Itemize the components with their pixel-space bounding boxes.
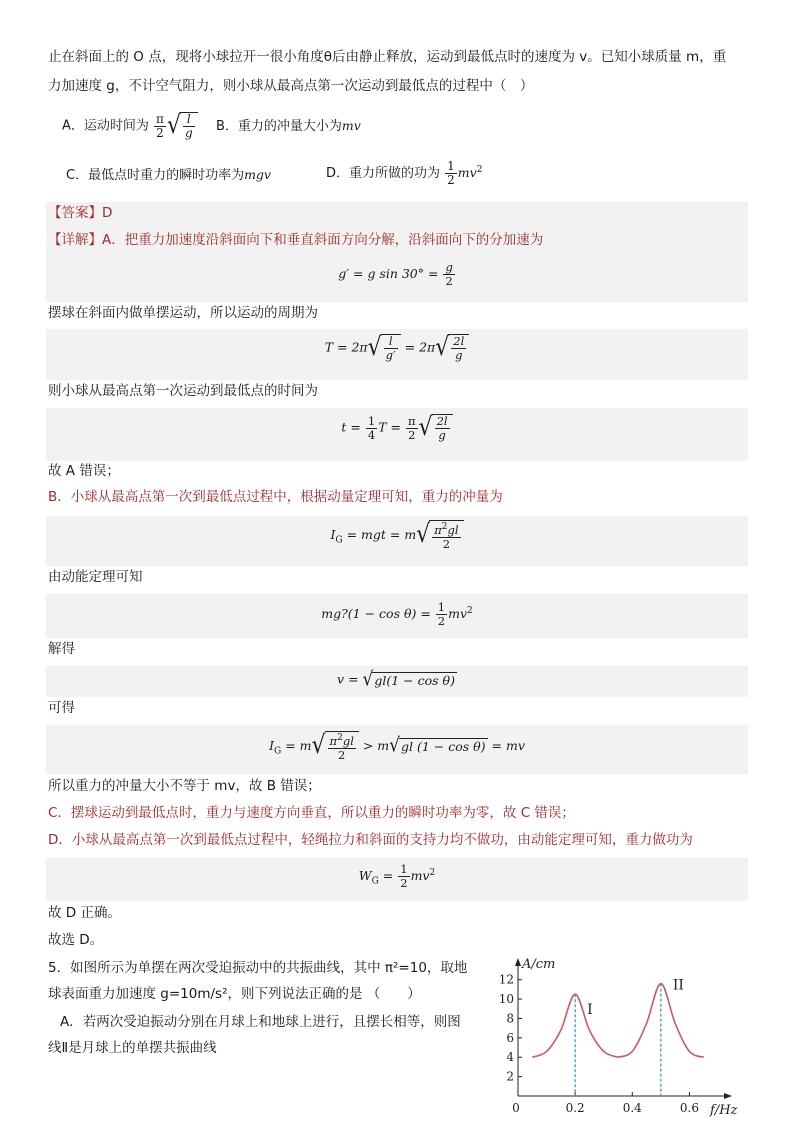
x-tick-label: 0.6 <box>679 1101 699 1115</box>
x-tick-label: 0 <box>512 1101 520 1115</box>
x-axis-arrow <box>724 1093 732 1099</box>
y-tick-label: 10 <box>498 992 514 1007</box>
intro-line-1: 止在斜面上的 O 点，现将小球拉开一很小角度θ后由静止释放，运动到最低点时的速度为 v。已知小球质量 m，重 <box>48 49 727 65</box>
choice-d: D．重力所做的功为 $\frac{1}{2}$ $mv^2$ <box>326 159 483 188</box>
text-a-wrong: 故 A 错误； <box>48 463 120 479</box>
choice-c-expr: mgv <box>244 167 271 182</box>
choice-b-label: B．重力的冲量大小为 <box>216 119 342 134</box>
formula-velocity: v = √gl(1 − cos θ) <box>337 668 455 692</box>
x-tick-label: 0.4 <box>622 1101 642 1115</box>
y-tick-label: 6 <box>506 1030 514 1045</box>
q5-option-a-line-2: 线Ⅱ是月球上的单摆共振曲线 <box>48 1040 217 1056</box>
q5-line-1: 5．如图所示为单摆在两次受迫振动中的共振曲线，其中 π²=10，取地 <box>48 960 468 976</box>
formula-compare: $I_G = m√$ $\frac{\pi^2gl}{2}$ > m√gl (1 − cos θ) = mv <box>269 731 525 762</box>
formula-work: $W_G$ = $\frac{1}{2}$ $mv^2$ <box>358 862 436 890</box>
curve-label-2: II <box>672 977 684 994</box>
y-tick-label: 2 <box>506 1069 514 1084</box>
text-b-wrong: 所以重力的冲量大小不等于 mv，故 B 错误； <box>48 778 321 794</box>
text-choose: 故选 D。 <box>48 932 104 948</box>
y-tick-label: 12 <box>498 972 514 987</box>
formula-g-prime: g′ = g sin 30° = $\frac{g}{2}$ <box>338 260 453 288</box>
choice-a-fraction: $\frac{\pi}{2}$ <box>156 111 164 140</box>
sqrt-sign: √ <box>166 111 181 140</box>
detail-label: 【详解】 <box>48 232 102 248</box>
answer-label: 【答案】D <box>48 205 113 221</box>
y-tick-label: 8 <box>506 1011 514 1026</box>
text-energy: 由动能定理可知 <box>48 569 143 585</box>
formula-energy: mg?(1 − cos θ) = $\frac{1}{2}$ $mv^2$ <box>321 600 473 628</box>
y-axis-arrow <box>515 958 521 966</box>
formula-impulse: $I_G$ = mgt = m√ $\frac{\pi^2gl}{2}$ <box>46 520 748 551</box>
choice-a: A．运动时间为 $\frac{\pi}{2}$ √ $\frac{l}{g}$ <box>62 112 198 140</box>
q5-option-a-line-1: A．若两次受迫振动分别在月球上和地球上进行，且摆长相等，则图 <box>60 1014 461 1030</box>
y-axis-label: A/cm <box>522 957 556 972</box>
resonance-chart <box>496 956 746 1121</box>
x-tick-label: 0.2 <box>565 1101 585 1115</box>
detail-d-text: D．小球从最高点第一次到最低点过程中，轻绳拉力和斜面的支持力均不做功，由动能定理可知，重力做功为 <box>48 832 693 848</box>
text-period: 摆球在斜面内做单摆运动，所以运动的周期为 <box>48 305 318 321</box>
formula-period: T = 2π√ $\frac{l}{g'}$ = 2π√ $\frac{2l}{g}$ <box>46 334 748 362</box>
x-axis-label: f/Hz <box>710 1103 738 1118</box>
detail-c-text: C．摆球运动到最低点时，重力与速度方向垂直，所以重力的瞬时功率为零，故 C 错误； <box>48 805 575 821</box>
choice-a-label: A．运动时间为 <box>62 118 149 134</box>
detail-a-text: A．把重力加速度沿斜面向下和垂直斜面方向分解，沿斜面向下的分加速为 <box>102 232 544 248</box>
text-solve: 解得 <box>48 641 75 657</box>
detail-b-text: B．小球从最高点第一次到最低点过程中，根据动量定理可知，重力的冲量为 <box>48 489 503 505</box>
curve-label-1: I <box>587 1002 593 1019</box>
choice-d-fraction: $\frac{1}{2}$ <box>447 159 455 188</box>
formula-time: t = $\frac{1}{4}$ T = $\frac{\pi}{2}$ √ $\frac{2l}{g}$ <box>46 414 748 442</box>
choice-b <box>216 116 361 137</box>
text-get: 可得 <box>48 700 75 716</box>
detail-a-line <box>48 230 543 250</box>
q5-line-2: 球表面重力加速度 g=10m/s²，则下列说法正确的是 （ ） <box>48 986 421 1002</box>
intro-line-2: 力加速度 g，不计空气阻力，则小球从最高点第一次运动到最低点的过程中（ ） <box>48 78 534 94</box>
y-tick-label: 4 <box>506 1050 514 1065</box>
text-time: 则小球从最高点第一次运动到最低点的时间为 <box>48 383 318 399</box>
choice-c-label: C．最低点时重力的瞬时功率为 <box>66 168 245 183</box>
text-d-right: 故 D 正确。 <box>48 905 121 921</box>
choice-b-expr: mv <box>341 118 361 133</box>
choice-c <box>66 165 271 186</box>
choice-d-label: D．重力所做的功为 <box>326 166 441 182</box>
